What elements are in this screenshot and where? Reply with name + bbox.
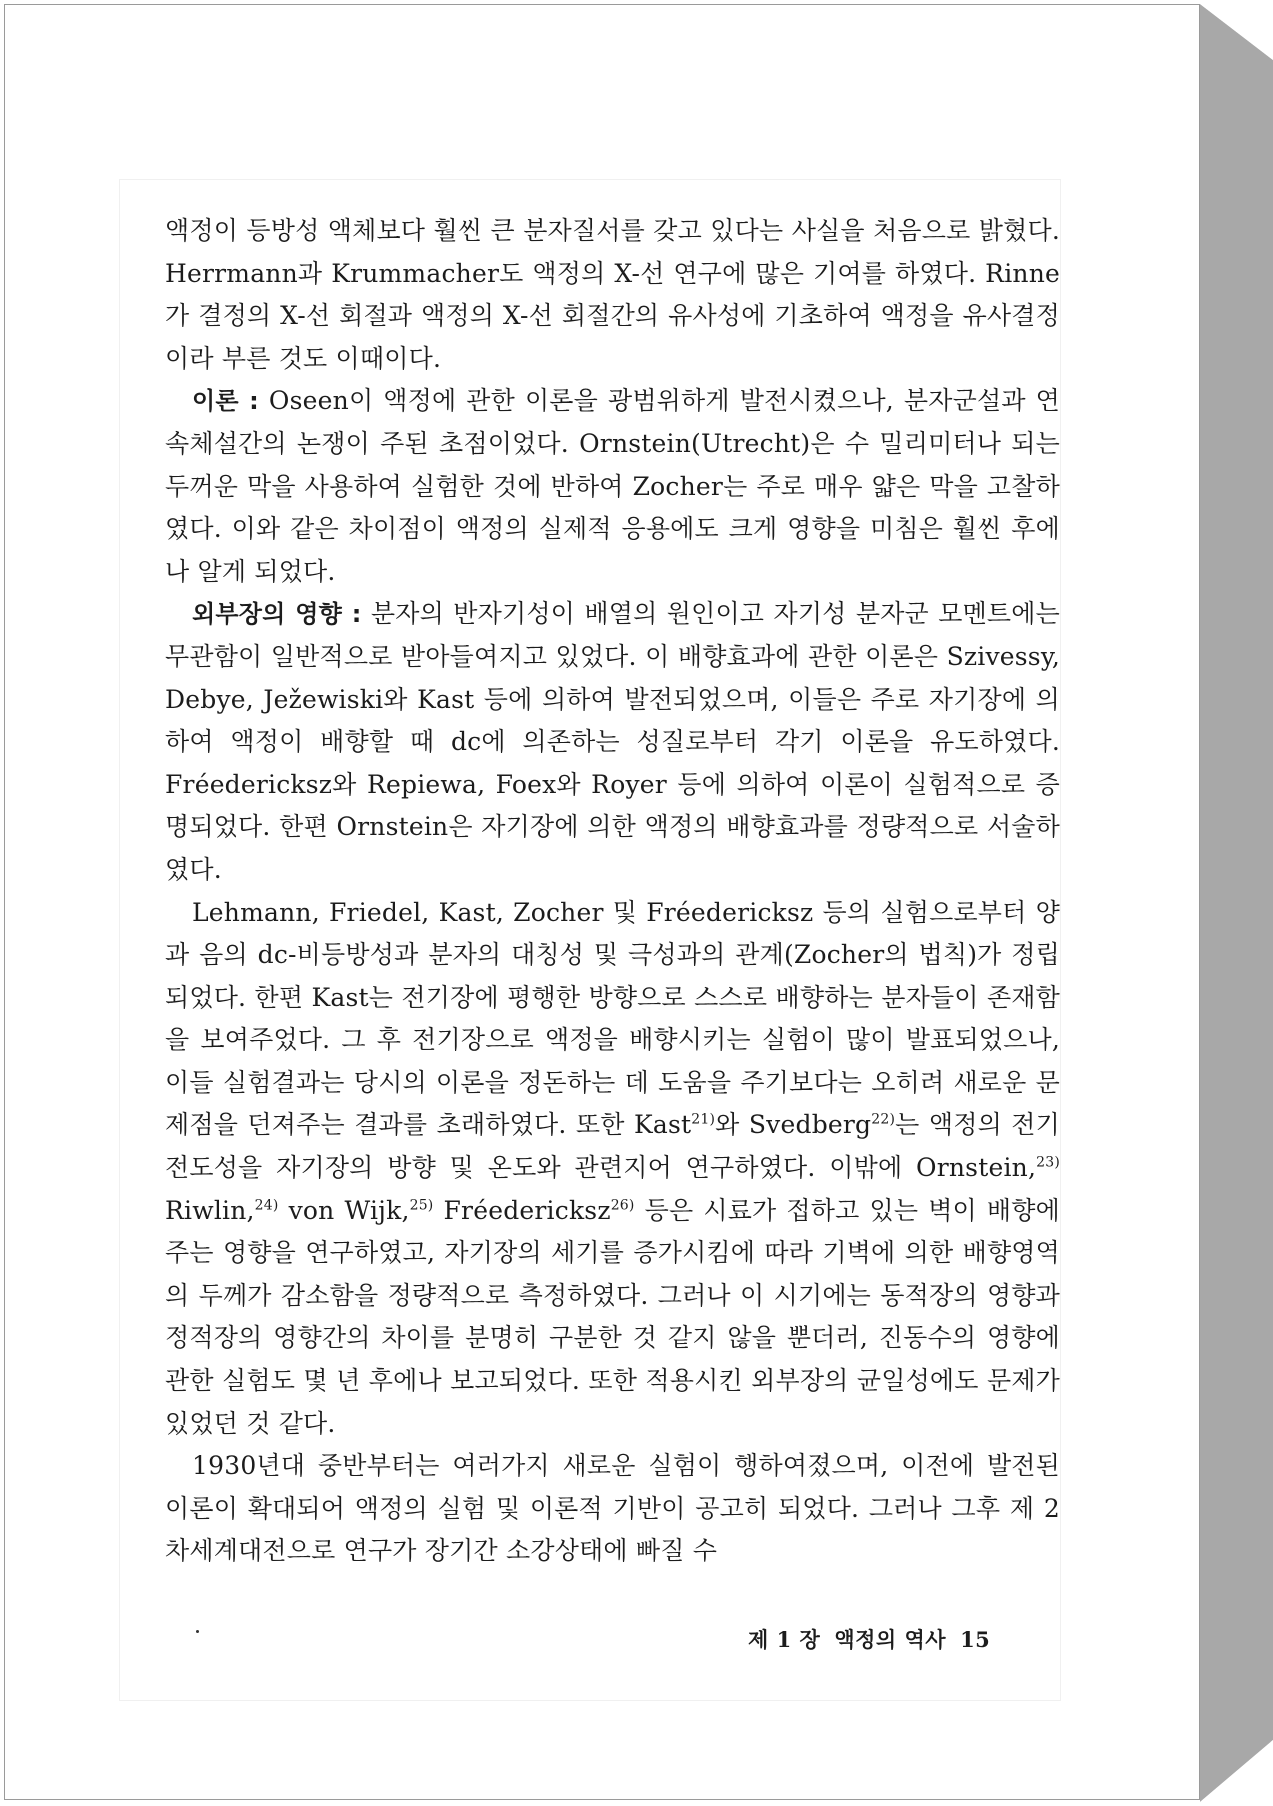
page-number: 15 — [960, 1627, 991, 1652]
paragraph-1930s: 1930년대 중반부터는 여러가지 새로운 실험이 행하여졌으며, 이전에 발전된 이론이 확대되어 액정의 실험 및 이론적 기반이 공고히 되었다. 그러나 그후 제 2 차세계대전으로 연구가 장기간 소강상태에 빠질 수 — [165, 1451, 1060, 1566]
paragraph-xray: 액정이 등방성 액체보다 훨씬 큰 분자질서를 갖고 있다는 사실을 처음으로 밝혔다. Herrmann과 Krummacher도 액정의 X-선 연구에 많은 기여를 하였다. Rinne가 결정의 X-선 회절과 액정의 X-선 회절간의 유사성에 기초하여 액정을 유사결정이라 부른 것도 이때이다. — [165, 216, 1060, 373]
book-edge-3d — [1200, 0, 1273, 1806]
page-footer — [748, 1624, 1004, 1654]
footer-chapter: 제 1 장 — [748, 1627, 821, 1652]
paragraph-experiments: Lehmann, Friedel, Kast, Zocher 및 Fréedericksz 등의 실험으로부터 양과 음의 dc-비등방성과 분자의 대칭성 및 극성과의 관계(Zocher의 법칙)가 정립되었다. 한편 Kast는 전기장에 평행한 방향으로 스스로 배향하는 분자들이 존재함을 보여주었다. 그 후 전기장으로 액정을 배향시키는 실험이 많이 발표되었으나, 이들 실험결과는 당시의 이론을 정돈하는 데 도움을 주기보다는 오히려 새로운 문제점을 던져주는 결과를 초래하였다. 또한 Kast$^{21)}$와 Svedberg$^{22)}$는 액정의 전기 전도성을 자기장의 방향 및 온도와 관련지어 연구하였다. 이밖에 Ornstein,$^{23)}$ Riwlin,$^{24)}$ von Wijk,$^{25)}$ Fréedericksz$^{26)}$ 등은 시료가 접하고 있는 벽이 배향에 주는 영향을 연구하였고, 자기장의 세기를 증가시킴에 따라 기벽에 의한 배향영역의 두께가 감소함을 정량적으로 측정하였다. 그러나 이 시기에는 동적장의 영향과 정적장의 영향간의 차이를 분명히 구분한 것 같지 않을 뿐더러, 진동수의 영향에 관한 실험도 몇 년 후에나 보고되었다. 또한 적용시킨 외부장의 균일성에도 문제가 있었던 것 같다. — [165, 897, 1060, 1438]
footer-chapter-title: 액정의 역사 — [834, 1627, 947, 1652]
section-heading-theory: 이론 : — [192, 387, 259, 416]
paragraph-theory: 이론 : Oseen이 액정에 관한 이론을 광범위하게 발전시켰으나, 분자군설과 연속체설간의 논쟁이 주된 초점이었다. Ornstein(Utrecht)은 수 밀리미터나 되는 두꺼운 막을 사용하여 실험한 것에 반하여 Zocher는 주로 매우 얇은 막을 고찰하였다. 이와 같은 차이점이 액정의 실제적 응용에도 크게 영향을 미침은 훨씬 후에나 알게 되었다. — [165, 386, 1060, 586]
book-edge-face — [1200, 4, 1273, 1802]
body-text — [165, 210, 1060, 1573]
citation-24: 24) — [254, 1197, 279, 1214]
citation-26: 26) — [610, 1197, 635, 1214]
citation-23: 23) — [1036, 1154, 1060, 1171]
citation-25: 25) — [409, 1197, 434, 1214]
citation-21: 21) — [691, 1112, 716, 1129]
paragraph-external-field: 외부장의 영향 : 분자의 반자기성이 배열의 원인이고 자기성 분자군 모멘트에는 무관함이 일반적으로 받아들여지고 있었다. 이 배향효과에 관한 이론은 Szivessy, Debye, Ježewiski와 Kast 등에 의하여 발전되었으며, 이들은 주로 자기장에 의하여 액정이 배향할 때 dc에 의존하는 성질로부터 각기 이론을 유도하였다. Fréedericksz와 Repiewa, Foex와 Royer 등에 의하여 이론이 실험적으로 증명되었다. 한편 Ornstein은 자기장에 의한 액정의 배향효과를 정량적으로 서술하였다. — [165, 599, 1060, 884]
citation-22: 22) — [871, 1112, 896, 1129]
section-heading-external-field: 외부장의 영향 : — [192, 600, 362, 629]
stray-mark — [196, 1630, 199, 1633]
